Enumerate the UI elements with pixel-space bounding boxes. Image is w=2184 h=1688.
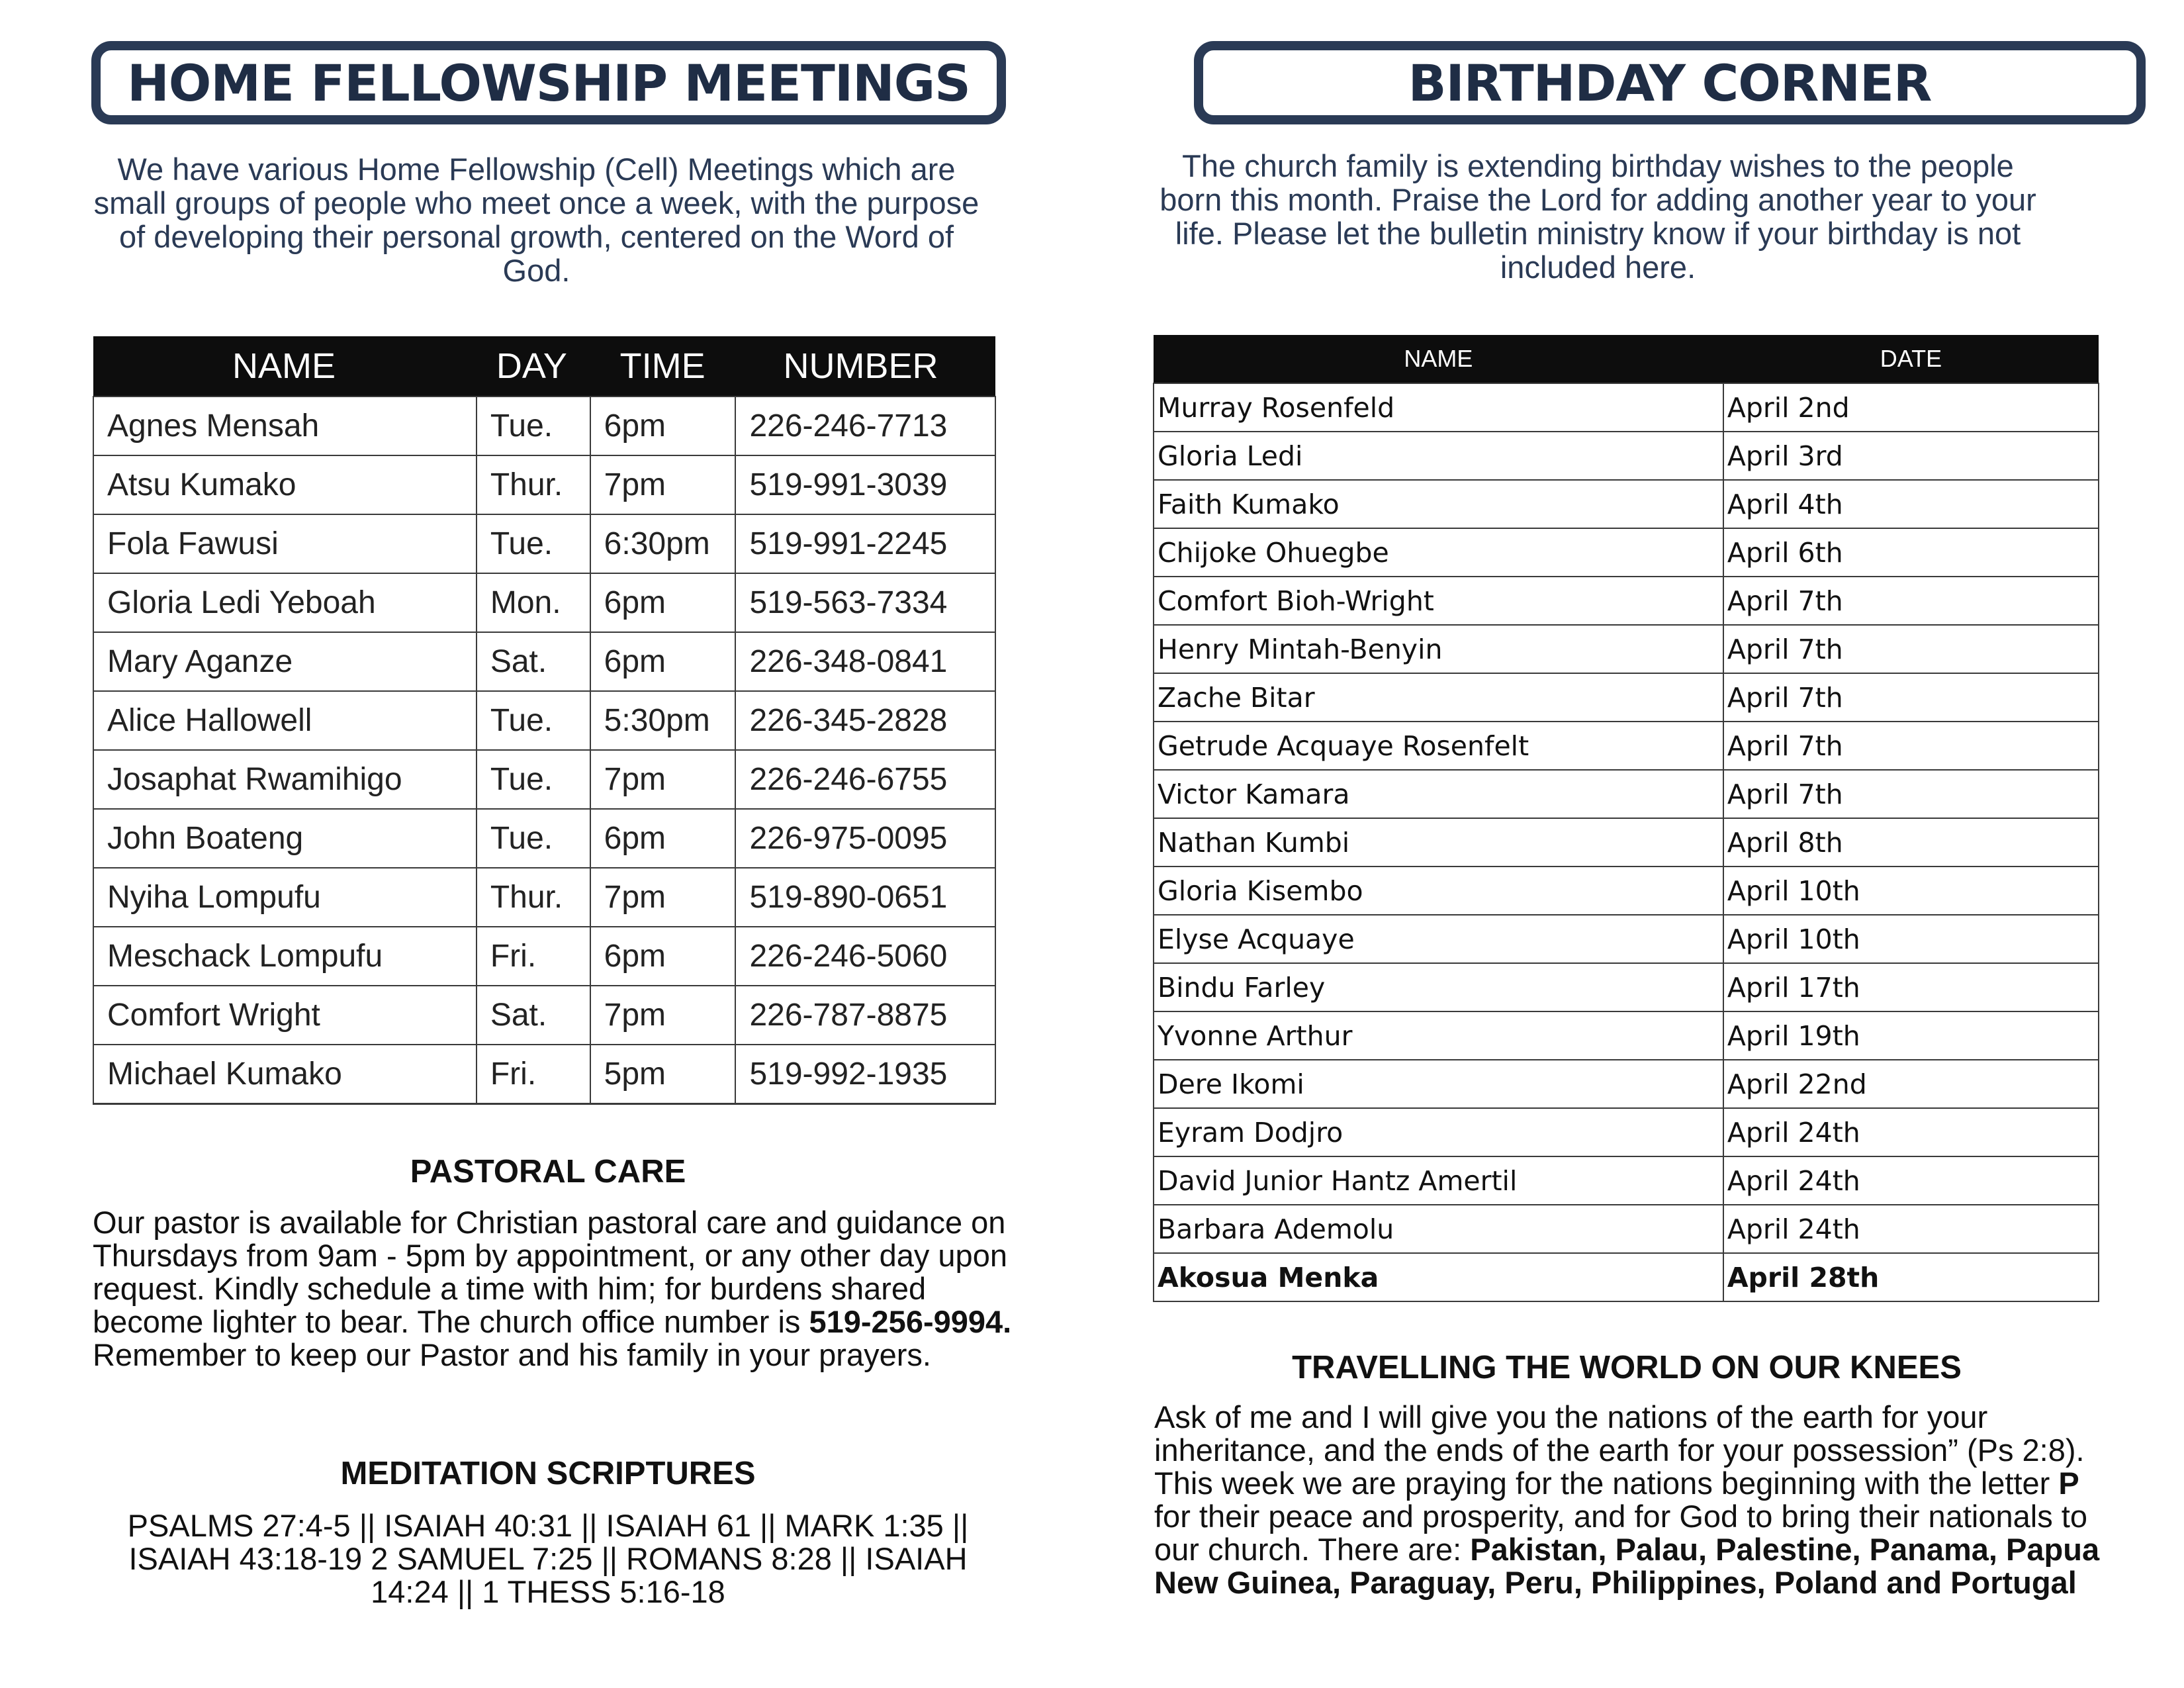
travelling-text (1154, 1401, 2101, 1599)
cell-day: Sat. (477, 632, 590, 691)
cell-name: David Junior Hantz Amertil (1154, 1156, 1723, 1205)
cell-name: Atsu Kumako (93, 455, 477, 514)
table-row (1154, 625, 2099, 673)
travelling-letter: P (2058, 1466, 2079, 1501)
cell-name: Michael Kumako (93, 1045, 477, 1104)
table-row (1154, 818, 2099, 867)
nations-list: Pakistan, Palau, Palestine, Panama, Papua New Guinea, Paraguay, Peru, Philippines, Poland and Portugal (1154, 1532, 2100, 1600)
cell-name: Chijoke Ohuegbe (1154, 528, 1723, 577)
cell-name: Dere Ikomi (1154, 1060, 1723, 1108)
birthday-title: BIRTHDAY CORNER (1408, 53, 1932, 113)
cell-time: 5pm (590, 1045, 736, 1104)
cell-time: 6pm (590, 573, 736, 632)
cell-day: Sat. (477, 986, 590, 1045)
cell-date: April 2nd (1723, 383, 2099, 432)
table-row (93, 868, 995, 927)
table-row (93, 397, 995, 455)
cell-time: 7pm (590, 868, 736, 927)
cell-day: Fri. (477, 1045, 590, 1104)
cell-date: April 22nd (1723, 1060, 2099, 1108)
cell-time: 6pm (590, 397, 736, 455)
table-row (1154, 383, 2099, 432)
table-row (93, 455, 995, 514)
table-row (93, 986, 995, 1045)
cell-date: April 4th (1723, 480, 2099, 528)
cell-date: April 3rd (1723, 432, 2099, 480)
cell-name: Meschack Lompufu (93, 927, 477, 986)
cell-name: Gloria Ledi Yeboah (93, 573, 477, 632)
cell-day: Tue. (477, 750, 590, 809)
col-header-name: NAME (93, 336, 477, 397)
cell-number: 226-246-6755 (735, 750, 995, 809)
cell-number: 226-975-0095 (735, 809, 995, 868)
cell-number: 226-345-2828 (735, 691, 995, 750)
cell-name: Comfort Wright (93, 986, 477, 1045)
table-row (1154, 867, 2099, 915)
table-row (93, 809, 995, 868)
pastoral-text-part: Remember to keep our Pastor and his family in your prayers. (93, 1337, 931, 1372)
cell-date: April 10th (1723, 915, 2099, 963)
cell-date: April 10th (1723, 867, 2099, 915)
cell-number: 519-563-7334 (735, 573, 995, 632)
meditation-text: PSALMS 27:4-5 || ISAIAH 40:31 || ISAIAH 61 || MARK 1:35 || ISAIAH 43:18-19 2 SAMUEL 7:25 || ROMANS 8:28 || ISAIAH 14:24 || 1 THESS 5:16-18 (127, 1508, 969, 1609)
col-header-day: DAY (477, 336, 590, 397)
col-header-number: NUMBER (735, 336, 995, 397)
table-row (1154, 673, 2099, 722)
pastoral-text (93, 1206, 1016, 1372)
cell-time: 7pm (590, 986, 736, 1045)
col-header-time: TIME (590, 336, 736, 397)
cell-date: April 6th (1723, 528, 2099, 577)
cell-name: Faith Kumako (1154, 480, 1723, 528)
cell-date: April 7th (1723, 722, 2099, 770)
cell-name: Gloria Kisembo (1154, 867, 1723, 915)
cell-name: Fola Fawusi (93, 514, 477, 573)
birthday-title-box (1194, 41, 2146, 124)
table-row (1154, 770, 2099, 818)
cell-name: Zache Bitar (1154, 673, 1723, 722)
cell-name: Eyram Dodjro (1154, 1108, 1723, 1156)
table-row (93, 514, 995, 573)
table-row (93, 691, 995, 750)
cell-name: Nathan Kumbi (1154, 818, 1723, 867)
table-row (1154, 722, 2099, 770)
table-row (1154, 1060, 2099, 1108)
cell-name: Gloria Ledi (1154, 432, 1723, 480)
cell-name: Akosua Menka (1154, 1253, 1723, 1301)
church-office-phone: 519-256-9994. (809, 1304, 1012, 1339)
cell-day: Fri. (477, 927, 590, 986)
travelling-text-part: for their peace and prosperity, and for God to bring their nationals to our church. There are: (1154, 1499, 2087, 1567)
birthday-header-row (1154, 335, 2099, 383)
cell-name: Josaphat Rwamihigo (93, 750, 477, 809)
cell-day: Tue. (477, 691, 590, 750)
cell-day: Tue. (477, 514, 590, 573)
table-row (1154, 528, 2099, 577)
cell-time: 6:30pm (590, 514, 736, 573)
cell-date: April 28th (1723, 1253, 2099, 1301)
table-row (1154, 1108, 2099, 1156)
travelling-text-part: Ask of me and I will give you the nations of the earth for your inheritance, and the ends of the earth for your possession” (Ps 2:8). This week we are praying for the nations beginning with the letter (1154, 1399, 2085, 1501)
fellowship-table (93, 336, 996, 1105)
cell-day: Mon. (477, 573, 590, 632)
fellowship-title-box (91, 41, 1006, 124)
cell-date: April 24th (1723, 1108, 2099, 1156)
table-row (1154, 915, 2099, 963)
cell-number: 519-992-1935 (735, 1045, 995, 1104)
cell-name: Getrude Acquaye Rosenfelt (1154, 722, 1723, 770)
table-row (93, 632, 995, 691)
table-row (1154, 1011, 2099, 1060)
cell-date: April 7th (1723, 577, 2099, 625)
cell-number: 519-991-3039 (735, 455, 995, 514)
fellowship-intro: We have various Home Fellowship (Cell) Meetings which are small groups of people who meet once a week, with the purpose of developing their personal growth, centered on the Word of God. (93, 152, 979, 288)
col-header-date: DATE (1723, 335, 2099, 383)
table-row (1154, 480, 2099, 528)
cell-name: Mary Aganze (93, 632, 477, 691)
cell-name: Bindu Farley (1154, 963, 1723, 1011)
cell-day: Thur. (477, 455, 590, 514)
cell-time: 7pm (590, 455, 736, 514)
cell-name: John Boateng (93, 809, 477, 868)
cell-name: Victor Kamara (1154, 770, 1723, 818)
pastoral-heading: PASTORAL CARE (410, 1154, 686, 1190)
table-row (93, 927, 995, 986)
cell-date: April 7th (1723, 770, 2099, 818)
birthday-intro: The church family is extending birthday wishes to the people born this month. Praise the Lord for adding another year to your life. Please let the bulletin ministry know if your birthday is not included here. (1160, 148, 2036, 285)
cell-name: Elyse Acquaye (1154, 915, 1723, 963)
table-row (1154, 963, 2099, 1011)
cell-date: April 7th (1723, 625, 2099, 673)
cell-date: April 24th (1723, 1205, 2099, 1253)
table-row (93, 750, 995, 809)
cell-date: April 24th (1723, 1156, 2099, 1205)
cell-day: Tue. (477, 809, 590, 868)
cell-number: 226-787-8875 (735, 986, 995, 1045)
table-row (1154, 1253, 2099, 1301)
table-row (93, 1045, 995, 1104)
table-row (93, 573, 995, 632)
cell-day: Tue. (477, 397, 590, 455)
table-row (1154, 577, 2099, 625)
cell-time: 5:30pm (590, 691, 736, 750)
cell-date: April 19th (1723, 1011, 2099, 1060)
cell-date: April 7th (1723, 673, 2099, 722)
cell-number: 519-890-0651 (735, 868, 995, 927)
cell-time: 7pm (590, 750, 736, 809)
cell-date: April 17th (1723, 963, 2099, 1011)
fellowship-title: HOME FELLOWSHIP MEETINGS (127, 53, 970, 113)
cell-number: 519-991-2245 (735, 514, 995, 573)
cell-date: April 8th (1723, 818, 2099, 867)
birthday-table (1153, 335, 2099, 1302)
cell-name: Comfort Bioh-Wright (1154, 577, 1723, 625)
cell-name: Alice Hallowell (93, 691, 477, 750)
table-row (1154, 1156, 2099, 1205)
cell-name: Yvonne Arthur (1154, 1011, 1723, 1060)
cell-day: Thur. (477, 868, 590, 927)
meditation-heading: MEDITATION SCRIPTURES (340, 1456, 756, 1491)
cell-name: Henry Mintah-Benyin (1154, 625, 1723, 673)
cell-name: Nyiha Lompufu (93, 868, 477, 927)
table-row (1154, 1205, 2099, 1253)
travelling-heading: TRAVELLING THE WORLD ON OUR KNEES (1292, 1350, 1962, 1385)
cell-number: 226-348-0841 (735, 632, 995, 691)
table-row (1154, 432, 2099, 480)
col-header-name: NAME (1154, 335, 1723, 383)
cell-number: 226-246-7713 (735, 397, 995, 455)
cell-name: Agnes Mensah (93, 397, 477, 455)
cell-time: 6pm (590, 632, 736, 691)
fellowship-header-row (93, 336, 995, 397)
cell-time: 6pm (590, 927, 736, 986)
cell-time: 6pm (590, 809, 736, 868)
cell-name: Murray Rosenfeld (1154, 383, 1723, 432)
cell-name: Barbara Ademolu (1154, 1205, 1723, 1253)
pastoral-text-part: Our pastor is available for Christian pastoral care and guidance on Thursdays from 9am - 5pm by appointment, or any other day upon request. Kindly schedule a time with him; for burdens shared become lighter to bear. The church office number is (93, 1205, 1007, 1339)
cell-number: 226-246-5060 (735, 927, 995, 986)
